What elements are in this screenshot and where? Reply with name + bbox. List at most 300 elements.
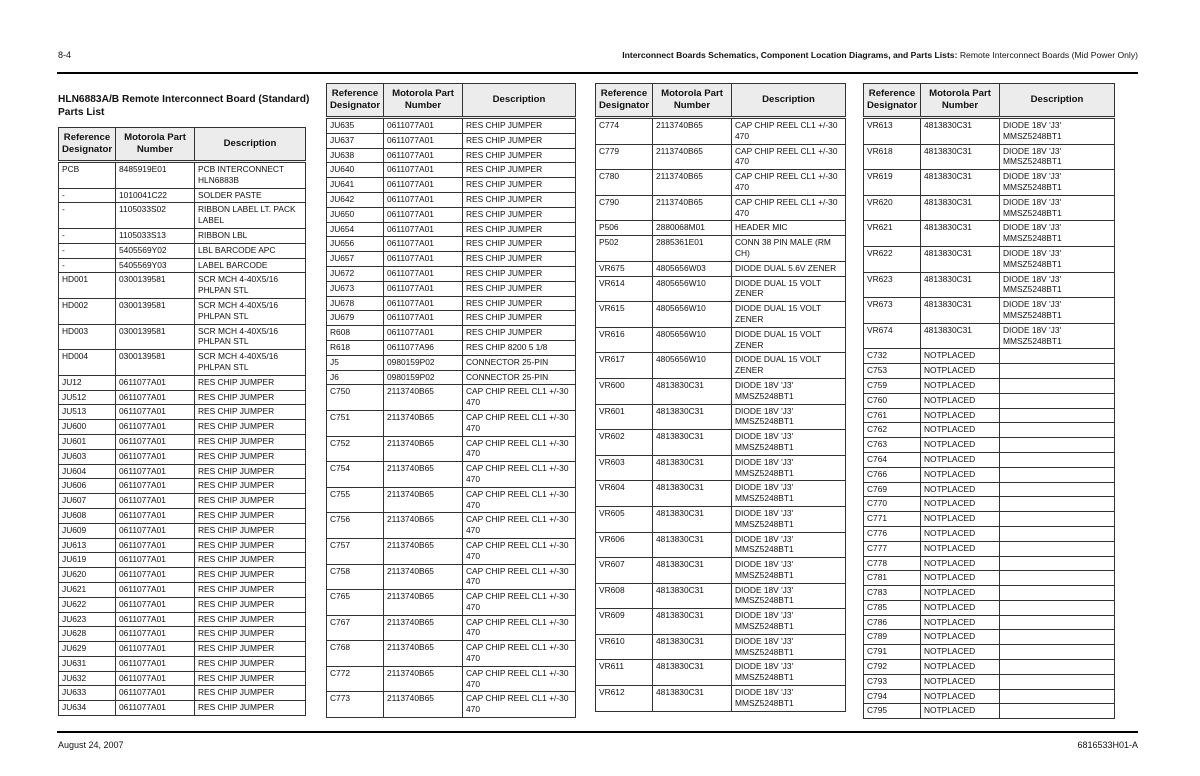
reference-designator-cell: JU656 [327, 237, 384, 252]
part-number-cell: 0611077A01 [116, 420, 195, 435]
reference-designator-cell: C750 [327, 385, 384, 411]
table-row [864, 689, 1115, 704]
table-row [59, 375, 306, 390]
part-number-cell: 4813830C31 [653, 686, 732, 712]
table-row [327, 692, 576, 718]
reference-designator-cell: JU620 [59, 568, 116, 583]
part-number-cell: 0611077A01 [116, 582, 195, 597]
part-number-cell: 4813830C31 [653, 558, 732, 584]
table-row [864, 482, 1115, 497]
part-number-cell: NOTPLACED [921, 452, 1000, 467]
reference-designator-cell: JU657 [327, 252, 384, 267]
table-row [59, 479, 306, 494]
reference-designator-cell: JU623 [59, 612, 116, 627]
description-cell: RES CHIP JUMPER [463, 163, 576, 178]
table-row [59, 686, 306, 701]
part-number-cell: 4805656W10 [653, 276, 732, 302]
part-number-cell: 4813830C31 [653, 455, 732, 481]
footer-rule [57, 731, 1138, 733]
reference-designator-cell: VR607 [596, 558, 653, 584]
table-row [596, 302, 846, 328]
description-cell [1000, 600, 1115, 615]
table-row [864, 556, 1115, 571]
reference-designator-cell: VR614 [596, 276, 653, 302]
description-cell [1000, 452, 1115, 467]
reference-designator-cell: P506 [596, 221, 653, 236]
part-number-cell: 0300139581 [116, 350, 195, 376]
table-row [327, 370, 576, 385]
table-row [59, 350, 306, 376]
description-cell: DIODE 18V 'J3' MMSZ5248BT1 [1000, 118, 1115, 145]
parts-table-4 [863, 83, 1115, 719]
description-cell: RES CHIP JUMPER [195, 449, 306, 464]
reference-designator-cell: C766 [864, 467, 921, 482]
description-cell: DIODE 18V 'J3' MMSZ5248BT1 [732, 558, 846, 584]
table-row [327, 148, 576, 163]
reference-designator-cell: JU640 [327, 163, 384, 178]
table-row [596, 195, 846, 221]
reference-designator-cell: C751 [327, 410, 384, 436]
reference-designator-cell: JU641 [327, 178, 384, 193]
reference-designator-cell: - [59, 203, 116, 229]
description-cell: DIODE 18V 'J3' MMSZ5248BT1 [1000, 246, 1115, 272]
table-row [327, 133, 576, 148]
table-row [327, 163, 576, 178]
table-row [327, 252, 576, 267]
part-number-cell: NOTPLACED [921, 630, 1000, 645]
table-row [864, 144, 1115, 170]
table-row [596, 221, 846, 236]
part-number-cell: 0611077A01 [384, 252, 463, 267]
part-number-cell: 2113740B65 [384, 666, 463, 692]
description-cell: RES CHIP JUMPER [463, 133, 576, 148]
part-number-cell: 0611077A01 [384, 178, 463, 193]
table-row [327, 564, 576, 590]
table-row [59, 434, 306, 449]
reference-designator-cell: P502 [596, 236, 653, 262]
part-number-cell: 4813830C31 [921, 272, 1000, 298]
reference-designator-cell: JU634 [59, 701, 116, 716]
description-cell: RES CHIP JUMPER [463, 281, 576, 296]
reference-designator-cell: VR620 [864, 195, 921, 221]
description-cell: DIODE DUAL 15 VOLT ZENER [732, 276, 846, 302]
description-cell: RES CHIP JUMPER [195, 656, 306, 671]
description-cell [1000, 408, 1115, 423]
description-cell [1000, 393, 1115, 408]
reference-designator-cell: R608 [327, 326, 384, 341]
reference-designator-cell: - [59, 258, 116, 273]
description-cell: DIODE DUAL 15 VOLT ZENER [732, 302, 846, 328]
part-number-cell: 0611077A01 [116, 449, 195, 464]
part-number-cell: NOTPLACED [921, 541, 1000, 556]
description-cell: RES CHIP JUMPER [195, 494, 306, 509]
description-cell: RES CHIP JUMPER [195, 582, 306, 597]
reference-designator-cell: C772 [327, 666, 384, 692]
part-number-cell: 2113740B65 [384, 410, 463, 436]
header-reference-designator: Reference Designator [59, 128, 116, 162]
part-number-cell: NOTPLACED [921, 704, 1000, 719]
description-cell: RES CHIP JUMPER [195, 464, 306, 479]
reference-designator-cell: C776 [864, 526, 921, 541]
reference-designator-cell: VR675 [596, 261, 653, 276]
table-row [596, 481, 846, 507]
table-row [864, 272, 1115, 298]
table-row [864, 393, 1115, 408]
table-row [864, 586, 1115, 601]
description-cell [1000, 482, 1115, 497]
part-number-cell: 0611077A01 [384, 326, 463, 341]
description-cell [1000, 423, 1115, 438]
description-cell: PCB INTERCONNECT HLN6883B [195, 162, 306, 189]
reference-designator-cell: C752 [327, 436, 384, 462]
table-row [59, 298, 306, 324]
table-row [59, 258, 306, 273]
reference-designator-cell: VR617 [596, 353, 653, 379]
reference-designator-cell: C786 [864, 615, 921, 630]
part-number-cell: NOTPLACED [921, 660, 1000, 675]
description-cell: RES CHIP JUMPER [195, 568, 306, 583]
header-part-number: Motorola Part Number [116, 128, 195, 162]
description-cell: RES CHIP JUMPER [195, 627, 306, 642]
description-cell: CONNECTOR 25-PIN [463, 370, 576, 385]
description-cell [1000, 645, 1115, 660]
table-row [596, 609, 846, 635]
table-row [59, 273, 306, 299]
table-row [327, 538, 576, 564]
part-number-cell: NOTPLACED [921, 556, 1000, 571]
reference-designator-cell: C773 [327, 692, 384, 718]
header-description: Description [732, 84, 846, 118]
table-row [59, 420, 306, 435]
table-row [59, 642, 306, 657]
description-cell: RES CHIP JUMPER [195, 479, 306, 494]
part-number-cell: 0611077A01 [116, 553, 195, 568]
header-reference-designator: Reference Designator [327, 84, 384, 118]
part-number-cell: 0611077A01 [116, 405, 195, 420]
part-number-cell: 2885361E01 [653, 236, 732, 262]
reference-designator-cell: JU679 [327, 311, 384, 326]
reference-designator-cell: VR603 [596, 455, 653, 481]
reference-designator-cell: JU613 [59, 538, 116, 553]
description-cell: CAP CHIP REEL CL1 +/-30 470 [463, 641, 576, 667]
reference-designator-cell: C790 [596, 195, 653, 221]
reference-designator-cell: C758 [327, 564, 384, 590]
header-part-number: Motorola Part Number [653, 84, 732, 118]
table-row [596, 118, 846, 145]
table-row [864, 615, 1115, 630]
reference-designator-cell: C764 [864, 452, 921, 467]
reference-designator-cell: C794 [864, 689, 921, 704]
description-cell: CAP CHIP REEL CL1 +/-30 470 [463, 564, 576, 590]
table-row [864, 323, 1115, 349]
part-number-cell: NOTPLACED [921, 482, 1000, 497]
part-number-cell: 4813830C31 [921, 144, 1000, 170]
part-number-cell: 2113740B65 [384, 641, 463, 667]
table-row [59, 627, 306, 642]
table-row [596, 583, 846, 609]
description-cell: RES CHIP JUMPER [195, 553, 306, 568]
reference-designator-cell: VR616 [596, 327, 653, 353]
table-row [327, 487, 576, 513]
description-cell [1000, 556, 1115, 571]
part-number-cell: 2113740B65 [384, 564, 463, 590]
table-row [864, 704, 1115, 719]
footer-date: August 24, 2007 [58, 740, 124, 750]
description-cell: CAP CHIP REEL CL1 +/-30 470 [463, 538, 576, 564]
table-row [864, 298, 1115, 324]
description-cell: RES CHIP JUMPER [463, 207, 576, 222]
reference-designator-cell: JU603 [59, 449, 116, 464]
part-number-cell: 4813830C31 [921, 195, 1000, 221]
part-number-cell: 4813830C31 [921, 246, 1000, 272]
table-row [864, 674, 1115, 689]
part-number-cell: NOTPLACED [921, 600, 1000, 615]
table-row [327, 436, 576, 462]
reference-designator-cell: HD002 [59, 298, 116, 324]
part-number-cell: NOTPLACED [921, 364, 1000, 379]
reference-designator-cell: C792 [864, 660, 921, 675]
reference-designator-cell: C791 [864, 645, 921, 660]
header-rule [57, 72, 1138, 74]
part-number-cell: 0611077A96 [384, 340, 463, 355]
description-cell: RES CHIP JUMPER [463, 178, 576, 193]
description-cell [1000, 660, 1115, 675]
description-cell: RES CHIP JUMPER [463, 222, 576, 237]
table-row [596, 378, 846, 404]
part-number-cell: 0611077A01 [384, 133, 463, 148]
table-row [327, 266, 576, 281]
reference-designator-cell: VR619 [864, 170, 921, 196]
reference-designator-cell: JU606 [59, 479, 116, 494]
part-number-cell: 0611077A01 [384, 148, 463, 163]
reference-designator-cell: HD001 [59, 273, 116, 299]
description-cell [1000, 630, 1115, 645]
part-number-cell: 0611077A01 [116, 390, 195, 405]
description-cell: RES CHIP JUMPER [463, 192, 576, 207]
table-row [59, 324, 306, 350]
table-row [59, 701, 306, 716]
part-number-cell: NOTPLACED [921, 497, 1000, 512]
description-cell [1000, 364, 1115, 379]
reference-designator-cell: C774 [596, 118, 653, 145]
part-number-cell: 0611077A01 [116, 656, 195, 671]
part-number-cell: 4813830C31 [921, 118, 1000, 145]
reference-designator-cell: C769 [864, 482, 921, 497]
reference-designator-cell: C756 [327, 513, 384, 539]
description-cell: RES CHIP JUMPER [195, 538, 306, 553]
reference-designator-cell: C781 [864, 571, 921, 586]
description-cell: DIODE 18V 'J3' MMSZ5248BT1 [1000, 298, 1115, 324]
table-row [59, 390, 306, 405]
table-row [596, 634, 846, 660]
part-number-cell: 2113740B65 [384, 462, 463, 488]
description-cell: CAP CHIP REEL CL1 +/-30 470 [463, 666, 576, 692]
table-row [59, 162, 306, 189]
description-cell: RES CHIP JUMPER [195, 390, 306, 405]
part-number-cell: 2113740B65 [384, 590, 463, 616]
description-cell: DIODE 18V 'J3' MMSZ5248BT1 [1000, 144, 1115, 170]
description-cell: RES CHIP JUMPER [195, 597, 306, 612]
part-number-cell: 0611077A01 [384, 222, 463, 237]
description-cell: DIODE DUAL 15 VOLT ZENER [732, 353, 846, 379]
part-number-cell: NOTPLACED [921, 586, 1000, 601]
part-number-cell: NOTPLACED [921, 526, 1000, 541]
description-cell: CAP CHIP REEL CL1 +/-30 470 [732, 118, 846, 145]
table-row [59, 243, 306, 258]
table-row [59, 523, 306, 538]
reference-designator-cell: JU513 [59, 405, 116, 420]
description-cell: DIODE 18V 'J3' MMSZ5248BT1 [1000, 221, 1115, 247]
table-row [327, 237, 576, 252]
reference-designator-cell: HD004 [59, 350, 116, 376]
description-cell: DIODE 18V 'J3' MMSZ5248BT1 [732, 583, 846, 609]
table-row [59, 405, 306, 420]
reference-designator-cell: JU512 [59, 390, 116, 405]
part-number-cell: 1010041C22 [116, 188, 195, 203]
table-row [596, 686, 846, 712]
description-cell: CONNECTOR 25-PIN [463, 355, 576, 370]
description-cell: RES CHIP JUMPER [195, 701, 306, 716]
description-cell: RES CHIP JUMPER [195, 523, 306, 538]
reference-designator-cell: JU12 [59, 375, 116, 390]
part-number-cell: 2113740B65 [384, 692, 463, 718]
table-row [327, 281, 576, 296]
description-cell: RES CHIP JUMPER [463, 311, 576, 326]
part-number-cell: 0611077A01 [384, 192, 463, 207]
table-row [327, 666, 576, 692]
table-header-row [864, 84, 1115, 118]
part-number-cell: 2113740B65 [653, 170, 732, 196]
part-number-cell: 0611077A01 [384, 118, 463, 134]
reference-designator-cell: C789 [864, 630, 921, 645]
reference-designator-cell: C753 [864, 364, 921, 379]
part-number-cell: 0611077A01 [116, 671, 195, 686]
part-number-cell: NOTPLACED [921, 674, 1000, 689]
part-number-cell: 0300139581 [116, 298, 195, 324]
part-number-cell: 0611077A01 [116, 538, 195, 553]
part-number-cell: NOTPLACED [921, 378, 1000, 393]
header-description: Description [463, 84, 576, 118]
description-cell [1000, 586, 1115, 601]
table-row [596, 327, 846, 353]
description-cell: DIODE 18V 'J3' MMSZ5248BT1 [732, 378, 846, 404]
reference-designator-cell: JU673 [327, 281, 384, 296]
parts-table-3 [595, 83, 846, 712]
description-cell [1000, 378, 1115, 393]
description-cell: HEADER MIC [732, 221, 846, 236]
reference-designator-cell: - [59, 188, 116, 203]
description-cell: RES CHIP JUMPER [463, 118, 576, 134]
table-row [596, 144, 846, 170]
description-cell [1000, 512, 1115, 527]
running-head-title: Interconnect Boards Schematics, Component Location Diagrams, and Parts Lists: [622, 50, 958, 60]
reference-designator-cell: VR605 [596, 506, 653, 532]
reference-designator-cell: VR615 [596, 302, 653, 328]
header-part-number: Motorola Part Number [384, 84, 463, 118]
description-cell: RES CHIP JUMPER [463, 237, 576, 252]
table-row [59, 188, 306, 203]
part-number-cell: 4813830C31 [921, 221, 1000, 247]
part-number-cell: 1105033S13 [116, 228, 195, 243]
table-row [596, 455, 846, 481]
reference-designator-cell: VR609 [596, 609, 653, 635]
part-number-cell: 0300139581 [116, 273, 195, 299]
reference-designator-cell: - [59, 243, 116, 258]
reference-designator-cell: VR602 [596, 430, 653, 456]
table-row [864, 630, 1115, 645]
part-number-cell: NOTPLACED [921, 615, 1000, 630]
part-number-cell: 2113740B65 [384, 487, 463, 513]
table-row [327, 207, 576, 222]
reference-designator-cell: VR601 [596, 404, 653, 430]
reference-designator-cell: C755 [327, 487, 384, 513]
table-row [864, 512, 1115, 527]
part-number-cell: 4813830C31 [921, 323, 1000, 349]
part-number-cell: 2113740B65 [384, 513, 463, 539]
part-number-cell: 0611077A01 [116, 627, 195, 642]
reference-designator-cell: C770 [864, 497, 921, 512]
reference-designator-cell: JU608 [59, 508, 116, 523]
description-cell: DIODE 18V 'J3' MMSZ5248BT1 [1000, 195, 1115, 221]
part-number-cell: 5405569Y03 [116, 258, 195, 273]
table-row [596, 261, 846, 276]
table-row [327, 462, 576, 488]
header-description: Description [1000, 84, 1115, 118]
part-number-cell: NOTPLACED [921, 689, 1000, 704]
part-number-cell: 0611077A01 [384, 296, 463, 311]
description-cell: RES CHIP JUMPER [463, 296, 576, 311]
reference-designator-cell: C779 [596, 144, 653, 170]
table-row [864, 497, 1115, 512]
part-number-cell: 0980159P02 [384, 355, 463, 370]
reference-designator-cell: C793 [864, 674, 921, 689]
table-row [596, 532, 846, 558]
part-number-cell: 0611077A01 [116, 479, 195, 494]
description-cell: RES CHIP JUMPER [463, 326, 576, 341]
table-row [864, 349, 1115, 364]
description-cell: RES CHIP JUMPER [195, 375, 306, 390]
part-number-cell: NOTPLACED [921, 571, 1000, 586]
table-row [864, 221, 1115, 247]
reference-designator-cell: VR623 [864, 272, 921, 298]
reference-designator-cell: R618 [327, 340, 384, 355]
table-row [59, 568, 306, 583]
reference-designator-cell: C778 [864, 556, 921, 571]
header-part-number: Motorola Part Number [921, 84, 1000, 118]
part-number-cell: 0611077A01 [384, 266, 463, 281]
reference-designator-cell: JU607 [59, 494, 116, 509]
table-row [327, 178, 576, 193]
part-number-cell: 1105033S02 [116, 203, 195, 229]
description-cell: RES CHIP JUMPER [463, 266, 576, 281]
reference-designator-cell: C785 [864, 600, 921, 615]
description-cell: DIODE 18V 'J3' MMSZ5248BT1 [732, 455, 846, 481]
table-row [864, 571, 1115, 586]
description-cell: CAP CHIP REEL CL1 +/-30 470 [732, 195, 846, 221]
table-row [864, 452, 1115, 467]
table-row [59, 671, 306, 686]
description-cell: RES CHIP JUMPER [195, 405, 306, 420]
reference-designator-cell: VR604 [596, 481, 653, 507]
table-row [596, 404, 846, 430]
part-number-cell: NOTPLACED [921, 512, 1000, 527]
part-number-cell: 0611077A01 [116, 701, 195, 716]
reference-designator-cell: JU609 [59, 523, 116, 538]
description-cell: CAP CHIP REEL CL1 +/-30 470 [463, 692, 576, 718]
reference-designator-cell: C763 [864, 438, 921, 453]
reference-designator-cell: C759 [864, 378, 921, 393]
description-cell: DIODE 18V 'J3' MMSZ5248BT1 [732, 532, 846, 558]
